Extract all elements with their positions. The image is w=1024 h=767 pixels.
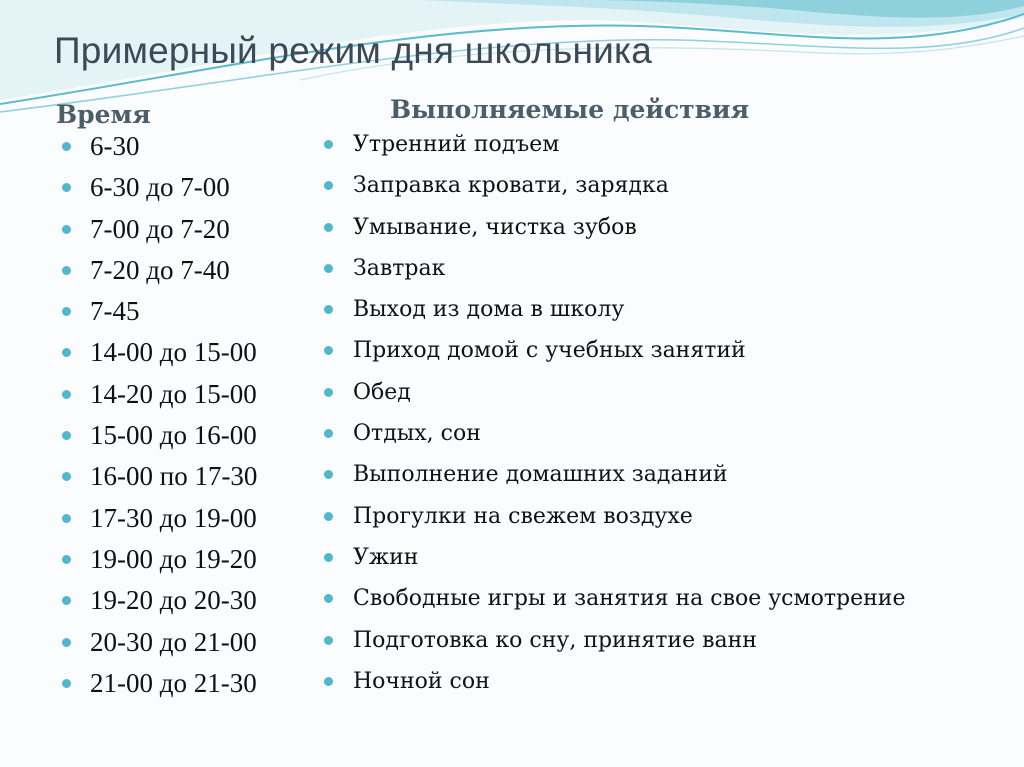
time-item: [62, 539, 257, 580]
action-item: [322, 372, 905, 413]
action-item: [322, 620, 905, 661]
time-item: [62, 209, 257, 250]
time-text: 14-20 до 15-00: [90, 378, 257, 409]
time-item: [62, 415, 257, 456]
action-text: Выполнение домашних заданий: [353, 462, 728, 488]
bullet-icon: [62, 142, 71, 151]
time-item: [62, 580, 257, 621]
bullet-icon: [324, 677, 333, 686]
bullet-icon: [62, 514, 71, 523]
action-item: [322, 207, 905, 248]
bullet-icon: [324, 594, 333, 603]
action-text: Выход из дома в школу: [353, 297, 625, 323]
time-item: [62, 250, 257, 291]
bullet-icon: [324, 223, 333, 232]
time-text: 17-30 до 19-00: [90, 502, 257, 533]
time-item: [62, 498, 257, 539]
time-text: 6-30 до 7-00: [90, 172, 230, 203]
action-item: [322, 454, 905, 495]
action-list: [322, 124, 905, 702]
bullet-icon: [62, 307, 71, 316]
action-item: [322, 165, 905, 206]
bullet-icon: [324, 553, 333, 562]
action-text: Приход домой с учебных занятий: [353, 338, 746, 364]
time-text: 19-00 до 19-20: [90, 543, 257, 574]
bullet-icon: [62, 390, 71, 399]
action-item: [322, 661, 905, 702]
time-text: 20-30 до 21-00: [90, 626, 257, 657]
action-text: Утренний подъем: [353, 132, 560, 157]
slide-title: Примерный режим дня школьника: [54, 30, 653, 71]
bullet-icon: [324, 264, 333, 273]
time-text: 7-00 до 7-20: [90, 213, 230, 244]
action-item: [322, 289, 905, 330]
time-text: 7-20 до 7-40: [90, 254, 230, 285]
time-item: [62, 167, 257, 208]
action-text: Ночной сон: [353, 668, 490, 694]
time-text: 6-30: [90, 131, 140, 161]
time-item: [62, 332, 257, 373]
bullet-icon: [324, 140, 333, 149]
action-text: Подготовка ко сну, принятие ванн: [353, 627, 757, 653]
time-item: [62, 374, 257, 415]
time-column-header: Время: [56, 100, 151, 129]
action-item: [322, 578, 905, 619]
bullet-icon: [324, 388, 333, 397]
time-text: 19-20 до 20-30: [90, 585, 257, 616]
bullet-icon: [324, 429, 333, 438]
bullet-icon: [324, 470, 333, 479]
bullet-icon: [62, 225, 71, 234]
bullet-icon: [62, 266, 71, 275]
action-item: [322, 248, 905, 289]
bullet-icon: [62, 183, 71, 192]
time-list: [62, 126, 257, 704]
action-text: Завтрак: [353, 255, 446, 281]
action-item: [322, 537, 905, 578]
action-text: Умывание, чистка зубов: [353, 214, 637, 240]
time-item: [62, 126, 257, 167]
bullet-icon: [62, 679, 71, 688]
time-text: 16-00 по 17-30: [90, 461, 258, 492]
time-text: 15-00 до 16-00: [90, 420, 257, 451]
action-text: Обед: [353, 379, 411, 405]
bullet-icon: [62, 638, 71, 647]
bullet-icon: [324, 305, 333, 314]
time-item: [62, 663, 257, 704]
bullet-icon: [324, 181, 333, 190]
bullet-icon: [62, 472, 71, 481]
action-item: [322, 124, 905, 165]
action-text: Прогулки на свежем воздухе: [353, 503, 693, 529]
action-item: [322, 413, 905, 454]
action-text: Ужин: [353, 544, 419, 570]
time-text: 14-00 до 15-00: [90, 337, 257, 368]
bullet-icon: [324, 636, 333, 645]
time-item: [62, 456, 257, 497]
bullet-icon: [324, 512, 333, 521]
bullet-icon: [62, 348, 71, 357]
action-text: Отдых, сон: [353, 421, 481, 447]
action-item: [322, 330, 905, 371]
time-text: 21-00 до 21-30: [90, 667, 257, 698]
time-item: [62, 622, 257, 663]
action-text: Свободные игры и занятия на свое усмотрение: [353, 586, 906, 612]
bullet-icon: [62, 596, 71, 605]
time-text: 7-45: [90, 296, 140, 327]
bullet-icon: [62, 431, 71, 440]
action-item: [322, 496, 905, 537]
time-item: [62, 291, 257, 332]
action-text: Заправка кровати, зарядка: [353, 173, 669, 199]
action-column-header: Выполняемые действия: [390, 95, 750, 124]
bullet-icon: [62, 555, 71, 564]
bullet-icon: [324, 346, 333, 355]
